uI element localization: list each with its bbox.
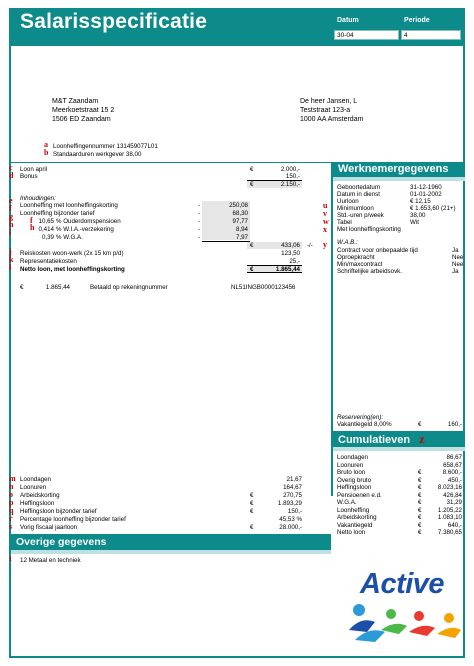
extra-amount-1: 25,- — [289, 258, 300, 265]
deduction-sign-4: - — [198, 234, 201, 241]
cumul-value-3: 450,- — [447, 476, 462, 484]
cumul-label-4: Heffingsloon — [337, 484, 372, 491]
wab-label-3: Schriftelijke arbeidsovk. — [337, 268, 402, 275]
wn-value-5: Wit — [410, 219, 419, 226]
code-i: i — [9, 228, 12, 237]
cumul-label-5: Pensioenen e.d. — [337, 491, 382, 499]
wab-value-2: Nee — [452, 261, 464, 268]
deduction-pct-4: 0,39 — [41, 234, 54, 241]
code-u: u — [323, 201, 328, 210]
werknemer-title: Werknemergegevens — [333, 162, 465, 177]
deduction-label-1: Loonheffing bijzonder tarief — [20, 210, 95, 217]
code-w: w — [323, 217, 329, 226]
vakantiegeld-sign: € — [418, 421, 422, 428]
deduction-subtotal-sign: € — [250, 242, 254, 249]
cumulatieven-title — [333, 431, 465, 447]
code-t: t — [9, 554, 12, 563]
earning-label-0: Loon april — [20, 166, 48, 173]
cumul-sign-7: € — [418, 506, 422, 514]
code-p: p — [9, 498, 14, 507]
code-m: m — [9, 474, 16, 483]
cumul-value-8: 1.083,10 — [437, 514, 462, 521]
employer-name: M&T Zaandam — [52, 98, 99, 105]
code-h: h — [9, 220, 14, 229]
wn-label-4: Std.-uren p/week — [337, 212, 384, 219]
cumul-label-9: Vakantiegeld — [337, 521, 373, 529]
wab-label-1: Oproepkracht — [337, 254, 375, 261]
period-value-6: 28.000,- — [279, 524, 302, 531]
cumul-label-1: Loonuren — [337, 461, 364, 469]
code-x: x — [323, 225, 327, 234]
earning-sign-2: € — [250, 181, 254, 188]
extra-label-0: Reiskosten woon-werk (2x 15 km p/d) — [20, 250, 124, 257]
code-g: g — [9, 212, 13, 221]
period-label-0: Loondagen — [20, 476, 51, 483]
period-label-1: Loonuren — [20, 484, 47, 491]
cumul-label-10: Netto loon — [337, 529, 366, 536]
cumul-label-3: Overig bruto — [337, 476, 372, 484]
cumul-sign-8: € — [418, 514, 422, 521]
period-sign-4: € — [250, 508, 254, 515]
document-title: Salarisspecificatie — [20, 10, 208, 33]
code-y: y — [323, 240, 327, 249]
wab-value-0: Ja — [452, 247, 459, 254]
code-l: l — [9, 263, 12, 272]
deduction-sign-1: - — [198, 210, 201, 217]
deduction-amount-1: 68,30 — [232, 210, 248, 217]
page-frame — [9, 46, 465, 658]
werknemer-title-underline — [333, 177, 465, 181]
code-j: j — [9, 247, 12, 256]
cumul-value-7: 1.205,22 — [437, 506, 462, 514]
code-s: s — [9, 522, 13, 531]
deduction-sign-0: - — [198, 202, 201, 209]
deduction-sign-3: - — [198, 226, 201, 233]
earning-sign-0: € — [250, 166, 254, 173]
code-z: z — [419, 432, 425, 446]
period-value-4: 150,- — [287, 508, 302, 515]
active-logo-figures — [345, 600, 463, 648]
cumul-label-8: Arbeidskorting — [337, 514, 377, 521]
code-b: b — [44, 148, 49, 157]
cumul-sign-2: € — [418, 469, 422, 476]
periode-label: Periode — [404, 17, 430, 24]
cumul-sign-5: € — [418, 491, 422, 499]
cumul-label-2: Bruto loon — [337, 469, 366, 476]
employee-city: 1000 AA Amsterdam — [300, 116, 364, 123]
code-h-2: h — [30, 223, 35, 232]
period-sign-2: € — [250, 492, 254, 499]
period-label-6: Vorig fiscaal jaarloon — [20, 524, 78, 531]
extra-label-1: Representatiekosten — [20, 258, 77, 265]
deduction-subtotal-suffix: -/- — [307, 242, 313, 249]
wn-value-1: 01-01-2002 — [410, 191, 442, 198]
earning-label-1: Bonus — [20, 173, 38, 180]
deduction-amount-3: 8,94 — [235, 226, 248, 233]
reservering-label: Reservering(en): — [337, 414, 384, 421]
wab-label: W.A.B.: — [337, 239, 358, 246]
deduction-amount-0: 250,08 — [229, 202, 248, 209]
cumul-value-4: 8.023,16 — [437, 484, 462, 491]
cumul-sign-9: € — [418, 521, 422, 529]
period-value-2: 270,75 — [283, 492, 302, 499]
code-e: e — [9, 196, 13, 205]
employer-street: Meerkoetstraat 15 2 — [52, 107, 115, 114]
wab-value-1: Nee — [452, 254, 464, 261]
vakantiegeld-amount: 160,- — [447, 421, 462, 428]
period-label-2: Arbeidskorting — [20, 492, 60, 499]
standaarduren: Standaarduren werkgever 38,00 — [53, 151, 142, 158]
cumul-value-1: 658,67 — [443, 461, 462, 469]
wn-label-3: Minimumloon — [337, 205, 374, 212]
payment-label: Betaald op rekeningnummer — [90, 284, 168, 291]
code-r: r — [9, 514, 13, 523]
wn-value-3: € 1.653,60 (21+) — [410, 205, 456, 212]
period-label-3: Heffingsloon — [20, 500, 55, 507]
code-f: f — [9, 204, 12, 213]
deduction-label-3: % W.I.A.-verzekering — [56, 226, 114, 233]
cumulatieven-title-text: Cumulatieven — [338, 434, 411, 446]
net-sign: € — [250, 266, 254, 273]
period-value-5: 45,53 % — [279, 516, 302, 523]
datum-label: Datum — [337, 17, 359, 24]
employee-street: Teststraat 123-a — [300, 107, 351, 114]
wn-value-4: 38,00 — [410, 212, 426, 219]
active-logo-text: Active — [360, 568, 445, 600]
employee-address — [300, 97, 363, 124]
earning-amount-0: 2.000,- — [280, 166, 300, 173]
overige-text: 12 Metaal en techniek — [20, 557, 81, 564]
cumul-value-10: 7.380,65 — [437, 529, 462, 536]
deduction-subtotal: 433,06 — [281, 242, 300, 249]
deduction-sign-2: - — [198, 218, 201, 225]
payment-sign: € — [20, 284, 24, 291]
deduction-label-4: % W.G.A. — [56, 234, 83, 241]
deduction-label-0: Loonheffing met loonheffingskorting — [20, 202, 118, 209]
earning-amount-1: 150,- — [285, 173, 300, 180]
wn-label-5: Tabel — [337, 219, 352, 226]
cumul-label-0: Loondagen — [337, 454, 368, 461]
period-label-5: Percentage loonheffing bijzonder tarief — [20, 516, 126, 523]
code-v: v — [323, 209, 327, 218]
wn-value-0: 31-12-1960 — [410, 184, 442, 191]
deduction-amount-2: 97,77 — [232, 218, 248, 225]
cumul-value-0: 86,67 — [446, 454, 462, 461]
period-sign-6: € — [250, 524, 254, 531]
deduction-amount-4: 7,97 — [235, 234, 248, 241]
wn-label-1: Datum in dienst — [337, 191, 380, 198]
overige-title: Overige gegevens — [11, 534, 331, 550]
wn-value-2: € 12,15 — [410, 198, 431, 205]
extra-amount-0: 123,50 — [281, 250, 300, 257]
code-d: d — [9, 171, 14, 180]
deductions-header: Inhoudingen: — [20, 195, 56, 202]
cumul-label-7: Loonheffing — [337, 506, 370, 514]
net-label: Netto loon, met loonheffingskorting — [20, 266, 125, 273]
loonheffingennummer: Loonheffingennummer 131459077L01 — [53, 143, 158, 150]
vakantiegeld-label: Vakantiegeld 8,00% — [337, 421, 392, 428]
code-q: q — [9, 506, 14, 515]
employer-address — [52, 97, 114, 124]
wab-label-2: Min/maxcontract — [337, 261, 383, 268]
datum-value: 30-04 — [334, 30, 399, 40]
deduction-pct-2: 10,65 — [38, 218, 54, 225]
wab-label-0: Contract voor onbepaalde tijd — [337, 247, 418, 254]
cumul-sign-6: € — [418, 499, 422, 506]
earning-sum-line — [247, 180, 302, 181]
code-n: n — [9, 482, 14, 491]
cumul-value-2: 8.600,- — [442, 469, 462, 476]
payment-amount: 1.865,44 — [45, 284, 70, 291]
wn-label-6: Met loonheffingskorting — [337, 226, 401, 233]
cumul-sign-10: € — [418, 529, 422, 536]
employer-city: 1506 ED Zaandam — [52, 116, 111, 123]
overige-title-underline — [11, 550, 331, 554]
wn-label-0: Geboortedatum — [337, 184, 380, 191]
period-sign-3: € — [250, 500, 254, 507]
net-amount: 1.865,44 — [275, 266, 300, 273]
cumul-value-9: 640,- — [447, 521, 462, 529]
code-a: a — [44, 140, 48, 149]
wab-value-3: Ja — [452, 268, 459, 275]
deduction-sum-line — [202, 241, 250, 242]
cumul-label-6: W.G.A. — [337, 499, 357, 506]
periode-value: 4 — [401, 30, 461, 40]
cumul-sign-3: € — [418, 476, 422, 484]
payment-account: NL51INGB0000123456 — [231, 284, 296, 291]
period-value-0: 21,67 — [286, 476, 302, 483]
deduction-label-2: % Ouderdomspensioen — [56, 218, 121, 225]
period-value-1: 164,67 — [283, 484, 302, 491]
cumulatieven-title-underline — [333, 447, 465, 451]
period-value-3: 1.893,29 — [277, 500, 302, 507]
earning-amount-2: 2.150,- — [280, 181, 300, 188]
cumul-value-6: 31,29 — [446, 499, 462, 506]
cumul-value-5: 426,84 — [443, 491, 462, 499]
wn-label-2: Uurloon — [337, 198, 359, 205]
deduction-pct-3: 0,414 — [38, 226, 54, 233]
code-k: k — [9, 255, 14, 264]
period-label-4: Heffingsloon bijzonder tarief — [20, 508, 97, 515]
employee-name: De heer Jansen, L — [300, 98, 358, 105]
cumul-sign-4: € — [418, 484, 422, 491]
code-c: c — [9, 163, 13, 172]
code-o: o — [9, 490, 13, 499]
code-f-2: f — [30, 216, 33, 225]
